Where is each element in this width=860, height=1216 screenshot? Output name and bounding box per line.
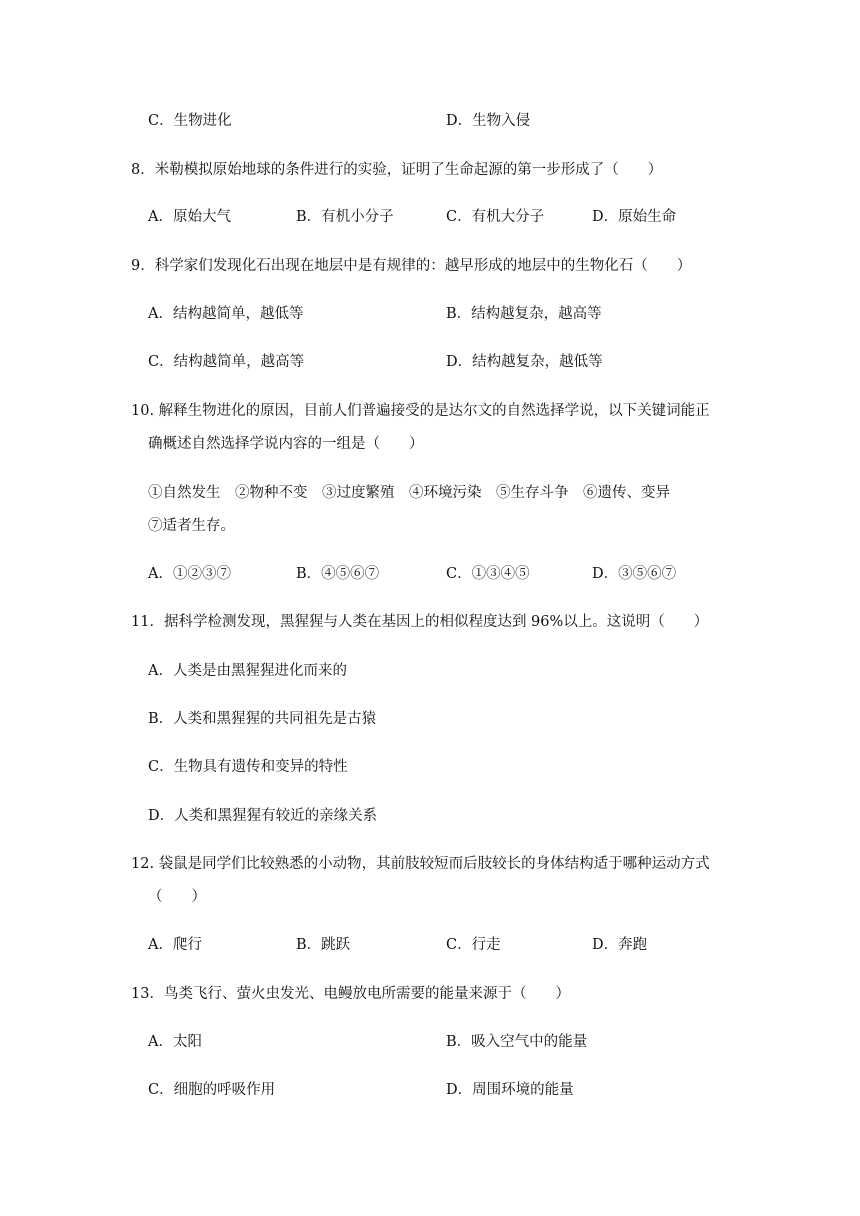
q10-stem-line1: 10. 解释生物进化的原因，目前人们普遍接受的是达尔文的自然选择学说，以下关键词能正 [131, 403, 710, 419]
q8-option-b: B．有机小分子 [296, 209, 394, 225]
q13-stem: 13．鸟类飞行、萤火虫发光、电鳗放电所需要的能量来源于（ ） [131, 986, 570, 1002]
q9-option-c: C．结构越简单，越高等 [148, 354, 305, 370]
q7-option-c: C．生物进化 [148, 113, 232, 129]
q13-option-b: B．吸入空气中的能量 [446, 1034, 588, 1050]
q11-option-b: B．人类和黑猩猩的共同祖先是古猿 [148, 711, 377, 727]
q7-option-d: D．生物入侵 [446, 113, 531, 129]
q11-option-d: D．人类和黑猩猩有较近的亲缘关系 [148, 808, 378, 824]
q13-option-d: D．周围环境的能量 [446, 1082, 574, 1098]
q13-option-a: A．太阳 [148, 1034, 202, 1050]
q10-option-b: B．④⑤⑥⑦ [296, 566, 380, 582]
q8-stem: 8．米勒模拟原始地球的条件进行的实验，证明了生命起源的第一步形成了（ ） [131, 162, 663, 178]
q11-option-a: A．人类是由黑猩猩进化而来的 [148, 663, 347, 679]
q8-option-a: A．原始大气 [148, 209, 231, 225]
q12-stem-line1: 12. 袋鼠是同学们比较熟悉的小动物，其前肢较短而后肢较长的身体结构适于哪种运动方式 [131, 856, 710, 872]
q9-option-a: A．结构越简单，越低等 [148, 306, 304, 322]
q10-keywords-line1: ①自然发生 ②物种不变 ③过度繁殖 ④环境污染 ⑤生存斗争 ⑥遗传、变异 [148, 485, 670, 501]
q12-option-c: C．行走 [446, 937, 501, 953]
q12-option-d: D．奔跑 [592, 937, 648, 953]
q13-option-c: C．细胞的呼吸作用 [148, 1082, 276, 1098]
q11-stem: 11．据科学检测发现，黑猩猩与人类在基因上的相似程度达到 96%以上。这说明（ ） [131, 614, 709, 630]
q9-option-d: D．结构越复杂，越低等 [446, 354, 603, 370]
q10-option-c: C．①③④⑤ [446, 566, 530, 582]
q8-option-d: D．原始生命 [592, 209, 677, 225]
q10-option-a: A．①②③⑦ [148, 566, 231, 582]
q10-stem-line2: 确概述自然选择学说内容的一组是（ ） [148, 436, 424, 452]
q12-option-b: B．跳跃 [296, 937, 351, 953]
q8-option-c: C．有机大分子 [446, 209, 545, 225]
q12-stem-line2: （ ） [148, 889, 206, 905]
q9-stem: 9．科学家们发现化石出现在地层中是有规律的：越早形成的地层中的生物化石（ ） [131, 258, 692, 274]
q9-option-b: B．结构越复杂，越高等 [446, 306, 602, 322]
q12-option-a: A．爬行 [148, 937, 202, 953]
q10-keywords-line2: ⑦适者生存。 [148, 518, 235, 534]
q11-option-c: C．生物具有遗传和变异的特性 [148, 759, 348, 775]
q10-option-d: D．③⑤⑥⑦ [592, 566, 677, 582]
